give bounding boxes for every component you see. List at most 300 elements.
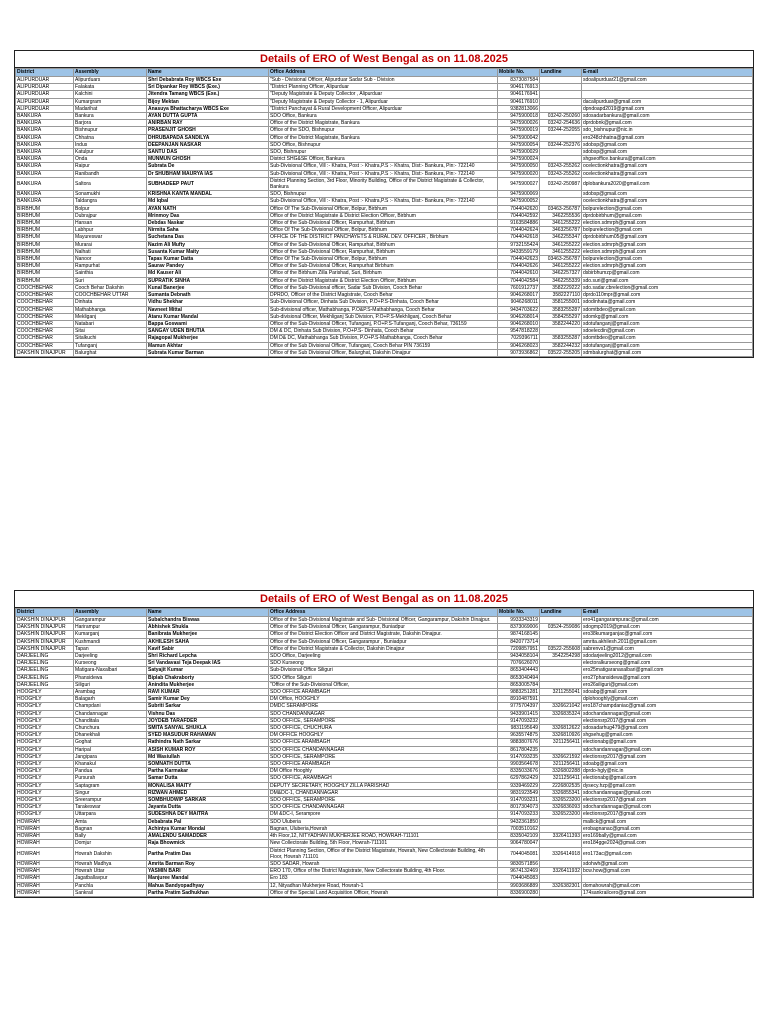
- mobile-cell: 8336900280: [498, 889, 540, 896]
- name-cell: JOYDEB TARAFDER: [147, 717, 269, 724]
- assembly-cell: Uttarpara: [74, 811, 147, 818]
- email-cell: ero184gge2024@gmail.com: [582, 840, 753, 847]
- email-cell: ero173ac@gmail.com: [582, 847, 753, 860]
- landline-cell: [540, 681, 582, 688]
- office-address-cell: SDO Office, Bankura: [269, 113, 498, 120]
- table-row: [16, 270, 753, 277]
- table-row: [16, 113, 753, 120]
- email-cell: ero27phansidewa@gmail.com: [582, 674, 753, 681]
- office-address-cell: Office of the Sub-Divisional Officer, Gangarampur, Buniadpur: [269, 624, 498, 631]
- mobile-cell: 9874168145: [498, 631, 540, 638]
- assembly-cell: Bagnan: [74, 825, 147, 832]
- name-cell: Sri Dipankar Roy WBCS (Exe.): [147, 84, 269, 91]
- table-row: [16, 105, 753, 112]
- table-row: [16, 847, 753, 860]
- name-cell: Shri Debabrata Roy WBCS Exe: [147, 77, 269, 84]
- district-cell: HOWRAH: [16, 860, 74, 867]
- table-row: [16, 313, 753, 320]
- mobile-cell: 9475900054: [498, 141, 540, 148]
- table-row: [16, 768, 753, 775]
- landline-cell: 3211255041: [540, 689, 582, 696]
- assembly-cell: Amta: [74, 818, 147, 825]
- district-cell: HOOGHLY: [16, 775, 74, 782]
- table-row: [16, 624, 753, 631]
- table-row: [16, 191, 753, 198]
- office-address-cell: Office of the Birbhum Zilla Parishad, Suri, Birbhum: [269, 270, 498, 277]
- email-cell: dprdo-hgly@nic.in: [582, 768, 753, 775]
- name-cell: Achintya Kumar Mondal: [147, 825, 269, 832]
- office-address-cell: SDO OFFICE, SERAMPORE: [269, 753, 498, 760]
- mobile-cell: 9883807676: [498, 739, 540, 746]
- table-row: [16, 277, 753, 284]
- email-cell: sdoelecdin@gmail.com: [582, 328, 753, 335]
- mobile-cell: 8653040494: [498, 674, 540, 681]
- sheet-title: Details of ERO of West Bengal as on 11.08.2025: [15, 51, 753, 68]
- landline-cell: 3326802288: [540, 768, 582, 775]
- assembly-cell: Kurseong: [74, 660, 147, 667]
- name-cell: Anasuya Bhattacharya WBCS Exe: [147, 105, 269, 112]
- email-cell: amrita.akhilesh.2011@gmail.com: [582, 638, 753, 645]
- mobile-cell: 9147093235: [498, 753, 540, 760]
- mobile-cell: 7044045081: [498, 847, 540, 860]
- name-cell: Kunal Banerjee: [147, 284, 269, 291]
- district-cell: BIRBHUM: [16, 277, 74, 284]
- mobile-cell: 9475900069: [498, 191, 540, 198]
- email-cell: ero187champdaniac@gmail.com: [582, 703, 753, 710]
- email-cell: dprdobnk@gmail.com: [582, 120, 753, 127]
- landline-cell: 3463256787: [540, 227, 582, 234]
- mobile-cell: 7044042610: [498, 270, 540, 277]
- assembly-cell: Mayureswar: [74, 234, 147, 241]
- name-cell: Partha Karmakar: [147, 768, 269, 775]
- assembly-cell: Ranibandh: [74, 170, 147, 177]
- district-cell: HOWRAH: [16, 875, 74, 882]
- table-row: [16, 703, 753, 710]
- office-address-cell: Office Of The Sub-Divisional Officer, Bolpur, Birbhum: [269, 205, 498, 212]
- column-header: District: [16, 69, 74, 77]
- column-header: Name: [147, 609, 269, 617]
- landline-cell: 03243-255262: [540, 170, 582, 177]
- office-address-cell: DM&DC-1, CHANDANNAGAR: [269, 789, 498, 796]
- table-row: [16, 120, 753, 127]
- name-cell: SUPRATIK SINHA: [147, 277, 269, 284]
- landline-cell: 3326621042: [540, 703, 582, 710]
- landline-cell: 3461255222: [540, 220, 582, 227]
- assembly-cell: Rampurhat: [74, 263, 147, 270]
- name-cell: PRASENJIT GHOSH: [147, 127, 269, 134]
- email-cell: dprdo110mpr@gmail.com: [582, 292, 753, 299]
- district-cell: ALIPURDUAR: [16, 91, 74, 98]
- landline-cell: [540, 198, 582, 205]
- landline-cell: [540, 717, 582, 724]
- landline-cell: [540, 638, 582, 645]
- office-address-cell: Office of the Sub-Divisional Officer, Rampurhat, Birbhum: [269, 241, 498, 248]
- district-cell: BANKURA: [16, 113, 74, 120]
- landline-cell: [540, 667, 582, 674]
- table-row: [16, 804, 753, 811]
- email-cell: sabrenvs1@gmail.com: [582, 645, 753, 652]
- district-cell: BANKURA: [16, 156, 74, 163]
- name-cell: Raja Bhowmick: [147, 840, 269, 847]
- mobile-cell: 9147093231: [498, 797, 540, 804]
- mobile-cell: 9046176910: [498, 98, 540, 105]
- name-cell: Mrinmoy Das: [147, 212, 269, 219]
- landline-cell: 03242-254636: [540, 120, 582, 127]
- mobile-cell: 8653404443: [498, 667, 540, 674]
- assembly-cell: Matigara-Naxalbari: [74, 667, 147, 674]
- assembly-cell: Tufanganj: [74, 342, 147, 349]
- landline-cell: 03524-259086: [540, 624, 582, 631]
- assembly-cell: Murarai: [74, 241, 147, 248]
- district-cell: BIRBHUM: [16, 212, 74, 219]
- email-cell: ero25matigaranaxalbari@gmail.com: [582, 667, 753, 674]
- landline-cell: 3326523200: [540, 797, 582, 804]
- table-row: [16, 170, 753, 177]
- landline-cell: 3582244220: [540, 320, 582, 327]
- email-cell: sdochandannagar@gmail.com: [582, 804, 753, 811]
- table-row: [16, 284, 753, 291]
- table-row: [16, 739, 753, 746]
- assembly-cell: Saptagram: [74, 782, 147, 789]
- assembly-cell: Mathabhanga: [74, 306, 147, 313]
- assembly-cell: Chanditala: [74, 717, 147, 724]
- table-row: [16, 775, 753, 782]
- district-cell: BIRBHUM: [16, 227, 74, 234]
- email-cell: electionsrp2017@gmail.com: [582, 717, 753, 724]
- landline-cell: [540, 825, 582, 832]
- office-address-cell: Office of the Sub-Divisional Magistrate and Sub- Divisional Officer, Gangarampur, Dakshin Dinajpur.: [269, 617, 498, 624]
- assembly-cell: Arambag: [74, 689, 147, 696]
- district-cell: HOOGHLY: [16, 797, 74, 804]
- assembly-cell: Nalhati: [74, 248, 147, 255]
- column-header: Name: [147, 69, 269, 77]
- email-cell: ero41gangarampurac@gmail.com: [582, 617, 753, 624]
- district-cell: BANKURA: [16, 149, 74, 156]
- mobile-cell: 9475900050: [498, 163, 540, 170]
- mobile-cell: 9903564678: [498, 761, 540, 768]
- mobile-cell: 8617804235: [498, 746, 540, 753]
- email-cell: ero26siliguri@gmail.com: [582, 681, 753, 688]
- column-header: Assembly: [74, 69, 147, 77]
- email-cell: mallick@gmail.com: [582, 818, 753, 825]
- landline-cell: [540, 98, 582, 105]
- email-cell: 174sankrailcero@gmail.com: [582, 889, 753, 896]
- landline-cell: 3582244232: [540, 342, 582, 349]
- landline-cell: 3581255001: [540, 299, 582, 306]
- name-cell: Subrata Kumar Barman: [147, 349, 269, 356]
- office-address-cell: Office of the District Magistrate, Bankura: [269, 134, 498, 141]
- email-cell: ero248chhatna@gmail.com: [582, 134, 753, 141]
- name-cell: Abhishek Shukla: [147, 624, 269, 631]
- name-cell: SMITA SANYAL SHUKLA: [147, 725, 269, 732]
- table-row: [16, 732, 753, 739]
- name-cell: Md Kauser Ali: [147, 270, 269, 277]
- mobile-cell: 8335042109: [498, 833, 540, 840]
- mobile-cell: 9475900020: [498, 170, 540, 177]
- assembly-cell: Kumarganj: [74, 631, 147, 638]
- assembly-cell: Kumargram: [74, 98, 147, 105]
- district-cell: BIRBHUM: [16, 220, 74, 227]
- table-row: [16, 789, 753, 796]
- assembly-cell: Raipur: [74, 163, 147, 170]
- mobile-cell: 7029396711: [498, 335, 540, 342]
- name-cell: DHRUBAPADA SANDILYA: [147, 134, 269, 141]
- name-cell: SUDESHNA DEY MAITRA: [147, 811, 269, 818]
- assembly-cell: Howrah Uttar: [74, 868, 147, 875]
- district-cell: BANKURA: [16, 127, 74, 134]
- mobile-cell: 9147093233: [498, 811, 540, 818]
- email-cell: electionsrp2017@gmail.com: [582, 811, 753, 818]
- landline-cell: 3461255222: [540, 248, 582, 255]
- district-cell: HOOGHLY: [16, 710, 74, 717]
- office-address-cell: Office of the District Magistrate, Bankura: [269, 120, 498, 127]
- district-cell: DAKSHIN DINAJPUR: [16, 617, 74, 624]
- email-cell: sdodinhata@gmail.com: [582, 299, 753, 306]
- landline-cell: 3326411393: [540, 833, 582, 840]
- office-address-cell: DM Office, HOOGHLY: [269, 696, 498, 703]
- office-address-cell: Office of the Sub-Divisional Officer, Rampurhat Birbhum: [269, 263, 498, 270]
- office-address-cell: Ero 183: [269, 875, 498, 882]
- mobile-cell: 7044042626: [498, 263, 540, 270]
- office-address-cell: Office of the District Magistrate & District Election Officer, Birbhum: [269, 212, 498, 219]
- email-cell: electoralkurseong@gmail.com: [582, 660, 753, 667]
- landline-cell: 03242-250260: [540, 113, 582, 120]
- email-cell: electionsrp2017@gmail.com: [582, 753, 753, 760]
- landline-cell: [540, 660, 582, 667]
- office-address-cell: SDO Office, Bishnupur: [269, 141, 498, 148]
- assembly-cell: Harirampur: [74, 624, 147, 631]
- district-cell: DAKSHIN DINAJPUR: [16, 349, 74, 356]
- landline-cell: 03244-252376: [540, 141, 582, 148]
- district-cell: HOWRAH: [16, 818, 74, 825]
- district-cell: COOCHBEHAR: [16, 284, 74, 291]
- mobile-cell: 9635574875: [498, 732, 540, 739]
- email-cell: sdotufanganj@gmail.com: [582, 320, 753, 327]
- table-row: [16, 248, 753, 255]
- name-cell: Sumanta Debnath: [147, 292, 269, 299]
- mobile-cell: 9382813066: [498, 105, 540, 112]
- landline-cell: 3462257327: [540, 270, 582, 277]
- name-cell: RIZWAN AHMED: [147, 789, 269, 796]
- assembly-cell: Howrah Dakshin: [74, 847, 147, 860]
- name-cell: Manjuree Mandal: [147, 875, 269, 882]
- assembly-cell: Saltora: [74, 177, 147, 190]
- mobile-cell: 7044042623: [498, 256, 540, 263]
- district-cell: HOOGHLY: [16, 789, 74, 796]
- table-row: [16, 335, 753, 342]
- email-cell: domahowrah@gmail.com: [582, 882, 753, 889]
- mobile-cell: 9046268011: [498, 299, 540, 306]
- table-row: [16, 299, 753, 306]
- district-cell: HOWRAH: [16, 833, 74, 840]
- district-cell: COOCHBEHAR: [16, 328, 74, 335]
- office-address-cell: SDO Uluberia: [269, 818, 498, 825]
- mobile-cell: 8373087584: [498, 77, 540, 84]
- name-cell: Partha Pratim Das: [147, 847, 269, 860]
- assembly-cell: Bolpur: [74, 205, 147, 212]
- name-cell: Samar Dutta: [147, 775, 269, 782]
- email-cell: sdomtbdeo@gmail.com: [582, 306, 753, 313]
- mobile-cell: 7044042592: [498, 212, 540, 219]
- name-cell: Debabrata Pal: [147, 818, 269, 825]
- office-address-cell: Sub-divisional Officer, Mekhliganj Sub Division, P.O+P.S-Mekhliganj, Cooch Behar: [269, 313, 498, 320]
- assembly-cell: Kalchini: [74, 91, 147, 98]
- name-cell: YASMIN BARI: [147, 868, 269, 875]
- landline-cell: 3326382301: [540, 882, 582, 889]
- email-cell: sdosadarhug479@gmail.com: [582, 725, 753, 732]
- name-cell: Suchetana Das: [147, 234, 269, 241]
- email-cell: bolpurelection@gmail.com: [582, 227, 753, 234]
- name-cell: Md Wasiullah: [147, 753, 269, 760]
- district-cell: BIRBHUM: [16, 263, 74, 270]
- table-row: [16, 320, 753, 327]
- email-cell: sdo_bishnupur@nic.in: [582, 127, 753, 134]
- mobile-cell: 9475900029: [498, 149, 540, 156]
- district-cell: COOCHBEHAR: [16, 342, 74, 349]
- email-cell: sdo.suri@gmail.com: [582, 277, 753, 284]
- district-cell: BANKURA: [16, 177, 74, 190]
- landline-cell: 3326812622: [540, 725, 582, 732]
- landline-cell: 3583255287: [540, 306, 582, 313]
- assembly-cell: Singur: [74, 789, 147, 796]
- landline-cell: [540, 191, 582, 198]
- office-address-cell: Office of the District Magistrate & Collector, Dakshin Dinajpur: [269, 645, 498, 652]
- district-cell: HOOGHLY: [16, 725, 74, 732]
- landline-cell: 03242-250987: [540, 177, 582, 190]
- mobile-cell: 9475900027: [498, 177, 540, 190]
- office-address-cell: Sub-divisional officer, Mathabhanga, P.O&P.S-Mathabhanga, Cooch Behar: [269, 306, 498, 313]
- landline-cell: 3326411932: [540, 868, 582, 875]
- assembly-cell: Domjur: [74, 840, 147, 847]
- landline-cell: [540, 134, 582, 141]
- office-address-cell: District Planning Section, 3rd Floor, Minority Building, Office of the District Magistrate & Collector, Bankura: [269, 177, 498, 190]
- email-cell: sdoalipurduar21@gmail.com: [582, 77, 753, 84]
- email-cell: dysecy.hzp@gmail.com: [582, 782, 753, 789]
- name-cell: Nazim Ali Mufty: [147, 241, 269, 248]
- table-row: [16, 725, 753, 732]
- assembly-cell: Darjeeling: [74, 653, 147, 660]
- landline-cell: [540, 674, 582, 681]
- mobile-cell: 9163584886: [498, 220, 540, 227]
- mobile-cell: 9046268014: [498, 313, 540, 320]
- district-cell: BANKURA: [16, 191, 74, 198]
- district-cell: BANKURA: [16, 170, 74, 177]
- office-address-cell: SDO Office, Darjeeling: [269, 653, 498, 660]
- assembly-cell: Falakata: [74, 84, 147, 91]
- name-cell: Shri Richard Lepcha: [147, 653, 269, 660]
- mobile-cell: 7601912737: [498, 284, 540, 291]
- assembly-cell: Indus: [74, 141, 147, 148]
- table-row: [16, 263, 753, 270]
- office-address-cell: SDO OFFICE ARAMBAGH: [269, 761, 498, 768]
- email-cell: election.sdmrph@gmail.com: [582, 263, 753, 270]
- email-cell: sdobsp@gmail.com: [582, 149, 753, 156]
- email-cell: dplobankura2020@gmail.com: [582, 177, 753, 190]
- assembly-cell: Chandannagar: [74, 710, 147, 717]
- office-address-cell: "Deputy Magistrate & Deputy Collector , Alipurduar: [269, 91, 498, 98]
- mobile-cell: 9831195649: [498, 725, 540, 732]
- name-cell: SUBHADEEP PAUT: [147, 177, 269, 190]
- table-row: [16, 77, 753, 84]
- assembly-cell: Labhpur: [74, 227, 147, 234]
- column-header: Office Address: [269, 609, 498, 617]
- table-row: [16, 710, 753, 717]
- assembly-cell: Siliguri: [74, 681, 147, 688]
- table-row: [16, 220, 753, 227]
- assembly-cell: Hansan: [74, 220, 147, 227]
- mobile-cell: 8017304073: [498, 804, 540, 811]
- table-row: [16, 753, 753, 760]
- name-cell: ANIRBAN RAY: [147, 120, 269, 127]
- email-cell: dacalipurduar@gmail.com: [582, 98, 753, 105]
- office-address-cell: SDO, Bishnupur: [269, 149, 498, 156]
- office-address-cell: Office of the District Election Officer and District Magistrate, Dakshin Dinajpur.: [269, 631, 498, 638]
- office-address-cell: "Deputy Magistrate & Deputy Collector - 1, Alipurduar: [269, 98, 498, 105]
- assembly-cell: Kushmandi: [74, 638, 147, 645]
- office-address-cell: "Sub - Divisional Officer, Alipurduar Sadar Sub - Division: [269, 77, 498, 84]
- email-cell: sdomkg@gmail.com: [582, 313, 753, 320]
- email-cell: electionabg@gmail.com: [582, 739, 753, 746]
- email-cell: [582, 875, 753, 882]
- district-cell: COOCHBEHAR: [16, 335, 74, 342]
- landline-cell: 3462255339: [540, 277, 582, 284]
- mobile-cell: 9775704397: [498, 703, 540, 710]
- name-cell: Partha Pratim Sadhukhan: [147, 889, 269, 896]
- name-cell: SOMBHUDWIP SARKAR: [147, 797, 269, 804]
- mobile-cell: 9434058104: [498, 653, 540, 660]
- office-address-cell: 12, Nityadhan Mukherjee Road, Howrah-1: [269, 882, 498, 889]
- email-cell: sdogmp2019@gmail.com: [582, 624, 753, 631]
- email-cell: electionabg@gmail.com: [582, 775, 753, 782]
- mobile-cell: 9433559179: [498, 248, 540, 255]
- name-cell: Navneet Mittal: [147, 306, 269, 313]
- name-cell: Dr SHUBHAM MAURYA IAS: [147, 170, 269, 177]
- assembly-cell: Balurghat: [74, 349, 147, 356]
- email-cell: sdodarjeeling2012@gmail.com: [582, 653, 753, 660]
- district-cell: HOOGHLY: [16, 739, 74, 746]
- assembly-cell: Sitai: [74, 328, 147, 335]
- table-row: [16, 198, 753, 205]
- ero-sheet-1: [14, 50, 754, 358]
- assembly-cell: Suri: [74, 277, 147, 284]
- office-address-cell: Office of the Special Land Acquisition Officer, Howrah: [269, 889, 498, 896]
- assembly-cell: Barjora: [74, 120, 147, 127]
- table-row: [16, 234, 753, 241]
- landline-cell: [540, 77, 582, 84]
- landline-cell: 03463-256787: [540, 256, 582, 263]
- table-row: [16, 818, 753, 825]
- table-row: [16, 696, 753, 703]
- district-cell: DAKSHIN DINAJPUR: [16, 631, 74, 638]
- district-cell: BIRBHUM: [16, 248, 74, 255]
- mobile-cell: 9475900019: [498, 127, 540, 134]
- mobile-cell: 9046268017: [498, 292, 540, 299]
- assembly-cell: Tapan: [74, 645, 147, 652]
- table-row: [16, 91, 753, 98]
- landline-cell: 3584255297: [540, 313, 582, 320]
- table-row: [16, 163, 753, 170]
- district-cell: BIRBHUM: [16, 234, 74, 241]
- landline-cell: [540, 328, 582, 335]
- office-address-cell: SDO OFFICE ARAMBAGH: [269, 689, 498, 696]
- email-cell: dpndoapd2019@gmail.com: [582, 105, 753, 112]
- email-cell: ero38kumarganjac@gmail.com: [582, 631, 753, 638]
- table-row: [16, 889, 753, 896]
- name-cell: Subriti Sarkar: [147, 703, 269, 710]
- table-row: [16, 177, 753, 190]
- mobile-cell: 7044045083: [498, 875, 540, 882]
- assembly-cell: Natabari: [74, 320, 147, 327]
